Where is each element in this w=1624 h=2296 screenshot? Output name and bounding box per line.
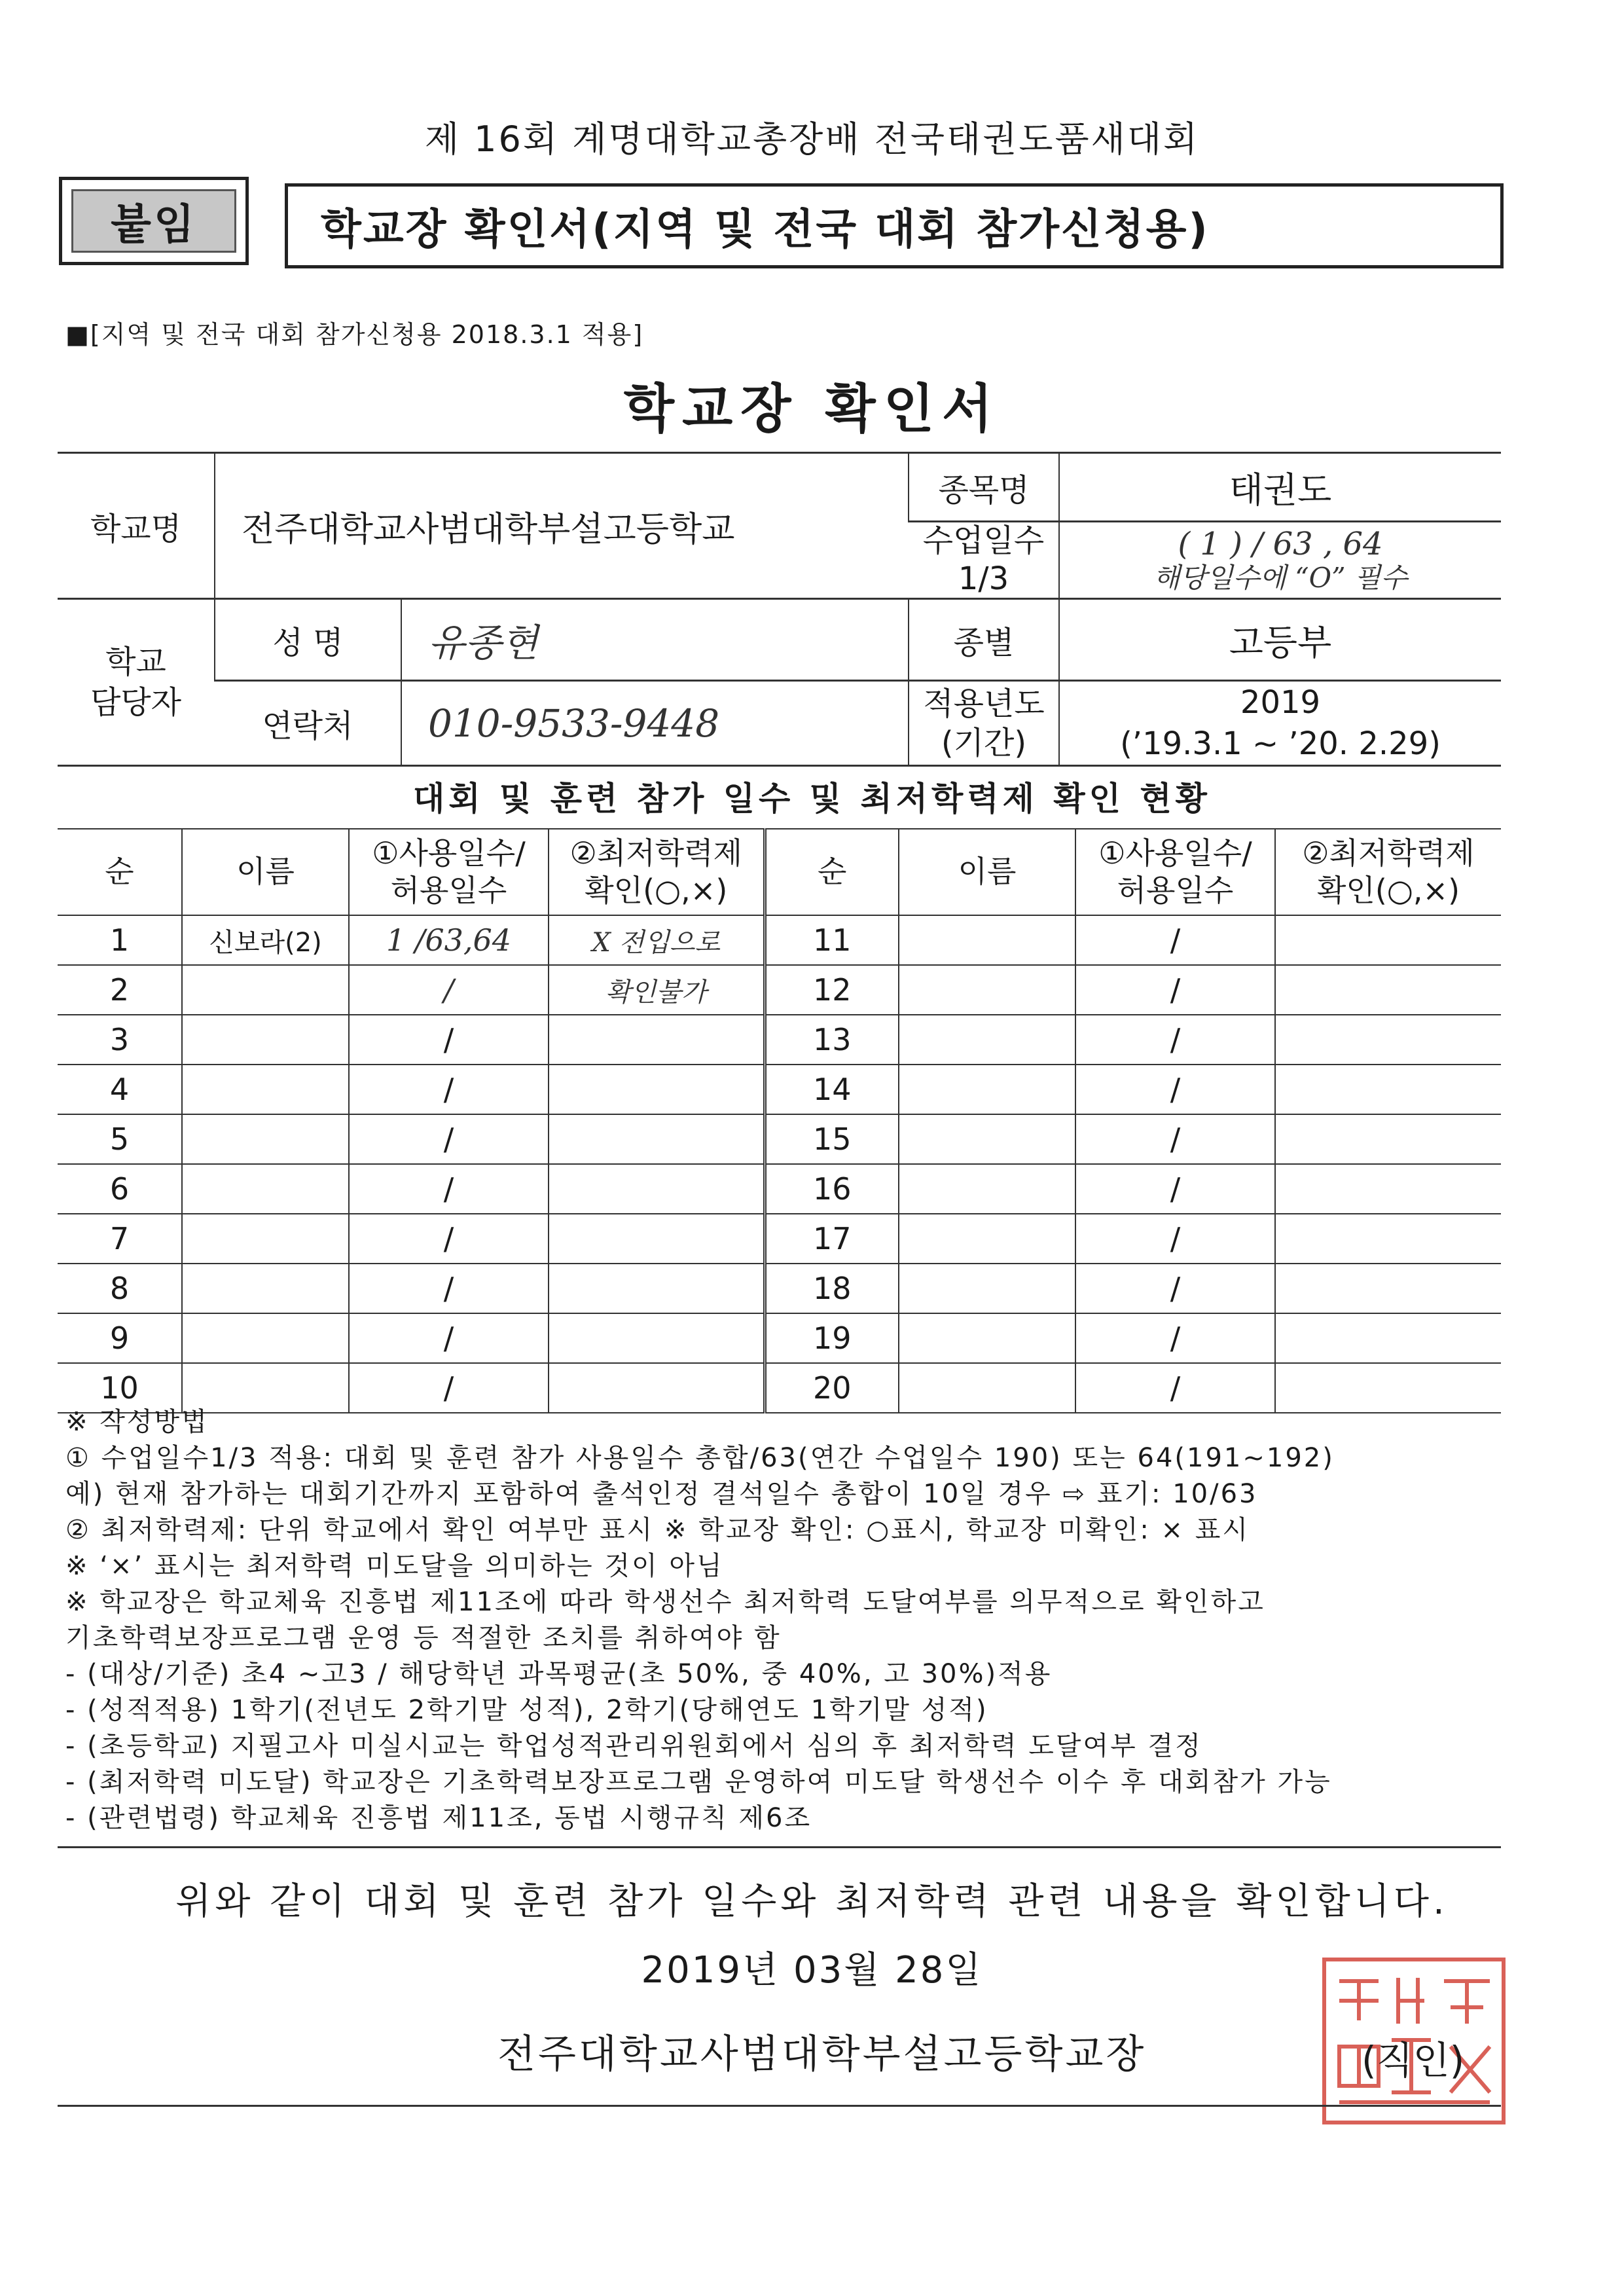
header-check: ②최저학력제 확인(○,×) bbox=[1275, 829, 1501, 915]
row-number: 16 bbox=[765, 1164, 899, 1214]
header-no: 순 bbox=[58, 829, 182, 915]
instruction-line: - (초등학교) 지필고사 미실시교는 학업성적관리위원회에서 심의 후 최저학력 도달여부 결정 bbox=[65, 1731, 1202, 1761]
main-title: 학교장 확인서 bbox=[623, 378, 1001, 439]
used-days: / bbox=[1075, 1313, 1275, 1363]
achievement-check bbox=[549, 1065, 765, 1114]
header-check: ②최저학력제 확인(○,×) bbox=[549, 829, 765, 915]
used-days: / bbox=[1075, 965, 1275, 1015]
instruction-line: ※ ‘×’ 표시는 최저학력 미도달을 의미하는 것이 아님 bbox=[65, 1551, 724, 1581]
row-number: 1 bbox=[58, 915, 182, 965]
used-days: / bbox=[349, 1065, 549, 1114]
principal-title: 전주대학교사범대학부설고등학교장 bbox=[497, 2032, 1147, 2077]
year-label: 적용년도 (기간) bbox=[909, 681, 1059, 766]
days-value: ( 1 ) / 63 , 64 bbox=[1178, 525, 1383, 562]
used-days: / bbox=[349, 1164, 549, 1214]
student-name bbox=[182, 1015, 349, 1065]
header-no: 순 bbox=[765, 829, 899, 915]
row-number: 8 bbox=[58, 1264, 182, 1313]
row-number: 3 bbox=[58, 1015, 182, 1065]
instruction-line: - (관련법령) 학교체육 진흥법 제11조, 동법 시행규칙 제6조 bbox=[65, 1803, 812, 1833]
used-days: / bbox=[349, 965, 549, 1015]
application-note: ■[지역 및 전국 대회 참가신청용 2018.3.1 적용] bbox=[65, 320, 644, 349]
attachment-tag bbox=[59, 177, 249, 265]
achievement-check bbox=[549, 1114, 765, 1164]
student-name bbox=[899, 965, 1075, 1015]
table-row bbox=[58, 1264, 1501, 1313]
participation-grid bbox=[58, 828, 1501, 1413]
row-number: 7 bbox=[58, 1214, 182, 1264]
student-name bbox=[899, 1214, 1075, 1264]
bottom-divider bbox=[58, 2105, 1501, 2107]
name-label: 성 명 bbox=[215, 599, 401, 681]
row-number: 15 bbox=[765, 1114, 899, 1164]
instruction-line: - (성적적용) 1학기(전년도 2학기말 성적), 2학기(당해연도 1학기말 성적) bbox=[65, 1695, 988, 1725]
days-note: 해당일수에 “O” 필수 bbox=[1153, 562, 1408, 594]
confirmation-statement: 위와 같이 대회 및 훈련 참가 일수와 최저학력 관련 내용을 확인합니다. bbox=[175, 1880, 1449, 1923]
student-name bbox=[182, 1214, 349, 1264]
used-days: / bbox=[349, 1264, 549, 1313]
achievement-check bbox=[1275, 1214, 1501, 1264]
student-name bbox=[899, 1313, 1075, 1363]
student-name bbox=[899, 915, 1075, 965]
header-days: ①사용일수/ 허용일수 bbox=[349, 829, 549, 915]
row-number: 17 bbox=[765, 1214, 899, 1264]
achievement-check bbox=[1275, 1015, 1501, 1065]
used-days: / bbox=[1075, 915, 1275, 965]
attachment-tag-label: 붙임 bbox=[71, 189, 236, 253]
student-name bbox=[182, 1065, 349, 1114]
used-days: / bbox=[349, 1114, 549, 1164]
header-name: 이름 bbox=[899, 829, 1075, 915]
table-row bbox=[58, 1164, 1501, 1214]
used-days: / bbox=[349, 1214, 549, 1264]
student-name: 신보라(2) bbox=[182, 915, 349, 965]
row-number: 18 bbox=[765, 1264, 899, 1313]
document-title: 학교장 확인서(지역 및 전국 대회 참가신청용) bbox=[285, 183, 1504, 268]
contact-name: 유종현 bbox=[401, 599, 909, 681]
achievement-check bbox=[1275, 1264, 1501, 1313]
used-days: / bbox=[1075, 1363, 1275, 1413]
table-row bbox=[58, 1065, 1501, 1114]
school-name: 전주대학교사범대학부설고등학교 bbox=[215, 453, 909, 599]
grid-header-row bbox=[58, 829, 1501, 915]
used-days: / bbox=[1075, 1214, 1275, 1264]
student-name bbox=[182, 1313, 349, 1363]
instruction-line: ① 수업일수1/3 적용: 대회 및 훈련 참가 사용일수 총합/63(연간 수업일수 190) 또는 64(191~192) bbox=[65, 1443, 1335, 1473]
table-row bbox=[58, 915, 1501, 965]
instruction-line: - (대상/기준) 초4 ~고3 / 해당학년 과목평균(초 50%, 중 40%, 고 30%)적용 bbox=[65, 1659, 1053, 1689]
used-days: / bbox=[1075, 1164, 1275, 1214]
year-value: 2019 bbox=[1240, 684, 1321, 721]
used-days: / bbox=[349, 1015, 549, 1065]
student-name bbox=[182, 1114, 349, 1164]
row-number: 4 bbox=[58, 1065, 182, 1114]
achievement-check bbox=[1275, 1313, 1501, 1363]
category-label: 종별 bbox=[909, 599, 1059, 681]
used-days: / bbox=[349, 1363, 549, 1413]
used-days: / bbox=[349, 1313, 549, 1363]
student-name bbox=[899, 1015, 1075, 1065]
table-row bbox=[58, 1214, 1501, 1264]
instruction-line: 예) 현재 참가하는 대회기간까지 포함하여 출석인정 결석일수 총합이 10일 경우 ⇨ 표기: 10/63 bbox=[65, 1479, 1258, 1509]
achievement-check bbox=[1275, 915, 1501, 965]
days-cell bbox=[1059, 522, 1501, 599]
achievement-check bbox=[1275, 965, 1501, 1015]
used-days: / bbox=[1075, 1114, 1275, 1164]
row-number: 2 bbox=[58, 965, 182, 1015]
student-name bbox=[899, 1264, 1075, 1313]
achievement-check bbox=[1275, 1114, 1501, 1164]
achievement-check bbox=[1275, 1164, 1501, 1214]
category-value: 고등부 bbox=[1059, 599, 1501, 681]
header-name: 이름 bbox=[182, 829, 349, 915]
instruction-line: ② 최저학력제: 단위 학교에서 확인 여부만 표시 ※ 학교장 확인: ○표시, 학교장 미확인: × 표시 bbox=[65, 1515, 1250, 1545]
achievement-check bbox=[549, 1164, 765, 1214]
student-name bbox=[182, 965, 349, 1015]
row-number: 19 bbox=[765, 1313, 899, 1363]
contact-phone: 010-9533-9448 bbox=[401, 681, 909, 766]
table-row bbox=[58, 965, 1501, 1015]
achievement-check bbox=[549, 1015, 765, 1065]
row-number: 14 bbox=[765, 1065, 899, 1114]
used-days: / bbox=[1075, 1264, 1275, 1313]
contact-label: 학교 담당자 bbox=[58, 599, 215, 766]
table-row bbox=[58, 1015, 1501, 1065]
row-number: 6 bbox=[58, 1164, 182, 1214]
days-label: 수업일수 1/3 bbox=[909, 522, 1059, 599]
sport-label: 종목명 bbox=[909, 453, 1059, 522]
used-days: / bbox=[1075, 1065, 1275, 1114]
achievement-check bbox=[1275, 1065, 1501, 1114]
year-cell bbox=[1059, 681, 1501, 766]
student-name bbox=[182, 1164, 349, 1214]
period-value: (’19.3.1 ~ ’20. 2.29) bbox=[1120, 725, 1441, 762]
row-number: 10 bbox=[58, 1363, 182, 1413]
table-row bbox=[58, 1313, 1501, 1363]
achievement-check: 확인불가 bbox=[549, 965, 765, 1015]
row-number: 12 bbox=[765, 965, 899, 1015]
row-number: 11 bbox=[765, 915, 899, 965]
achievement-check bbox=[549, 1214, 765, 1264]
used-days: 1 /63,64 bbox=[349, 915, 549, 965]
student-name bbox=[899, 1065, 1075, 1114]
event-title: 제 16회 계명대학교총장배 전국태권도품새대회 bbox=[424, 118, 1200, 160]
row-number: 13 bbox=[765, 1015, 899, 1065]
student-name bbox=[899, 1114, 1075, 1164]
instruction-line: ※ 학교장은 학교체육 진흥법 제11조에 따라 학생선수 최저학력 도달여부를 의무적으로 확인하고 bbox=[65, 1587, 1265, 1617]
row-number: 5 bbox=[58, 1114, 182, 1164]
achievement-check bbox=[549, 1264, 765, 1313]
instruction-line: 기초학력보장프로그램 운영 등 적절한 조치를 취하여야 함 bbox=[65, 1623, 782, 1653]
info-table bbox=[58, 452, 1501, 767]
row-number: 20 bbox=[765, 1363, 899, 1413]
school-label: 학교명 bbox=[58, 453, 215, 599]
achievement-check: X 전입으로 bbox=[549, 915, 765, 965]
used-days: / bbox=[1075, 1015, 1275, 1065]
writing-instructions bbox=[65, 1404, 1506, 1836]
phone-label: 연락처 bbox=[215, 681, 401, 766]
student-name bbox=[899, 1164, 1075, 1214]
sport-value: 태권도 bbox=[1059, 453, 1501, 522]
student-name bbox=[182, 1264, 349, 1313]
divider bbox=[58, 1846, 1501, 1848]
status-section-title: 대회 및 훈련 참가 일수 및 최저학력제 확인 현황 bbox=[413, 780, 1211, 818]
achievement-check bbox=[549, 1313, 765, 1363]
row-number: 9 bbox=[58, 1313, 182, 1363]
table-row bbox=[58, 1114, 1501, 1164]
header-days: ①사용일수/ 허용일수 bbox=[1075, 829, 1275, 915]
seal-label: (직인) bbox=[1362, 2038, 1465, 2083]
document-date: 2019년 03월 28일 bbox=[641, 1949, 983, 1992]
instruction-line: ※ 작성방법 bbox=[65, 1407, 209, 1437]
instruction-line: - (최저학력 미도달) 학교장은 기초학력보장프로그램 운영하여 미도달 학생선수 이수 후 대회참가 가능 bbox=[65, 1767, 1332, 1797]
